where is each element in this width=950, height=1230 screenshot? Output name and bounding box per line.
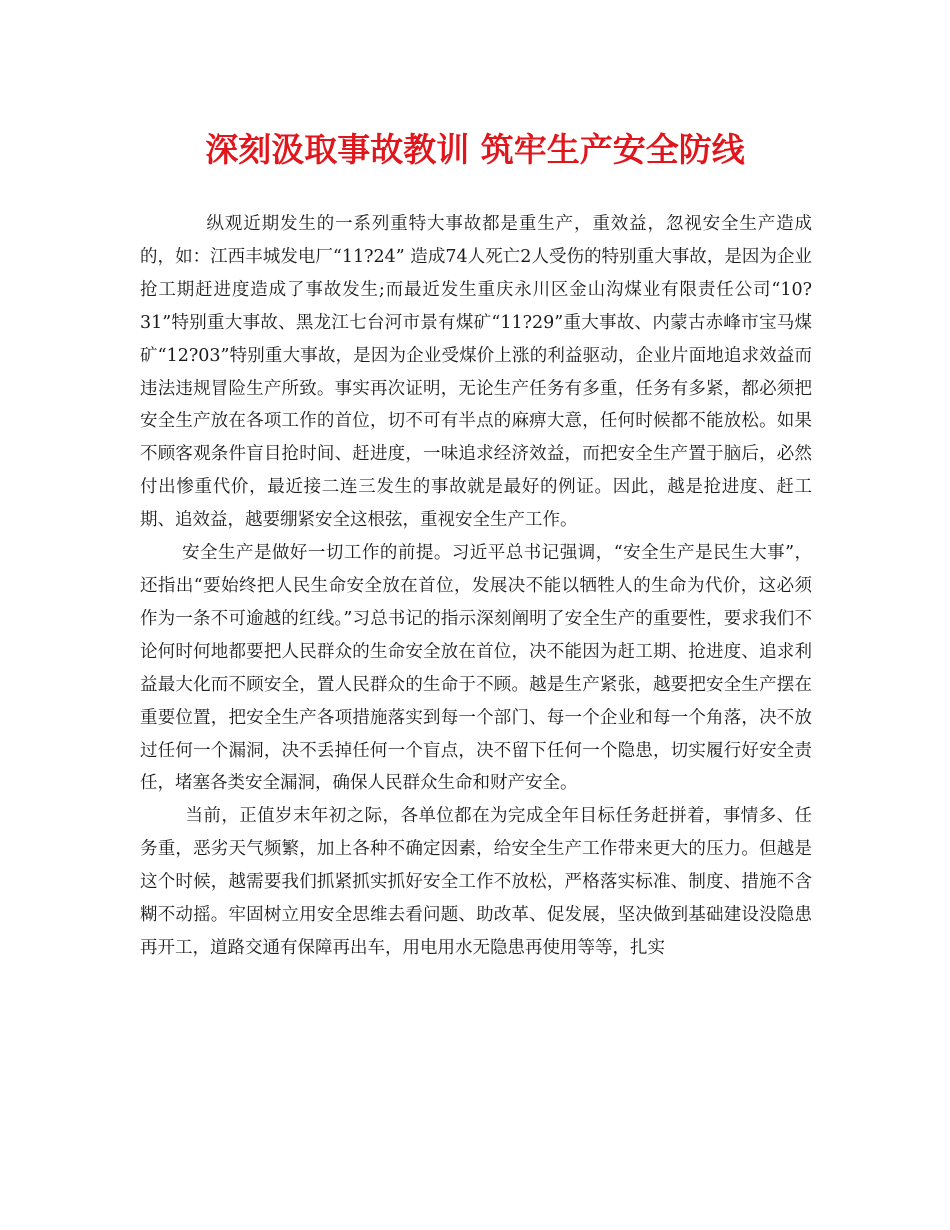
paragraph-3: 当前，正值岁末年初之际，各单位都在为完成全年目标任务赶拼着，事情多、任务重，恶劣天气频繁，加上各种不确定因素，给安全生产工作带来更大的压力。但越是这个时候，越需要我们抓紧抓实抓好安全工作不放松，严格落实标准、制度、措施不含糊不动摇。牢固树立用安全思维去看问题、助改革、促发展，坚决做到基础建设没隐患再开工，道路交通有保障再出车，用电用水无隐患再使用等等，扎实 bbox=[140, 806, 812, 958]
page-title: 深刻汲取事故教训 筑牢生产安全防线 bbox=[205, 130, 745, 169]
paragraph-1: 纵观近期发生的一系列重特大事故都是重生产，重效益，忽视安全生产造成的，如：江西丰城发电厂“11?24” 造成74人死亡2人受伤的特别重大事故，是因为企业抢工期赶进度造成了事故发生;而最近发生重庆永川区金山沟煤业有限责任公司“10?31”特别重大事故、黑龙江七台河市景有煤矿“11?29”重大事故、内蒙古赤峰市宝马煤矿“12?03”特别重大事故，是因为企业受煤价上涨的利益驱动，企业片面地追求效益而违法违规冒险生产所致。事实再次证明，无论生产任务有多重，任务有多紧，都必须把安全生产放在各项工作的首位，切不可有半点的麻痹大意，任何时候都不能放松。如果不顾客观条件盲目抢时间、赶进度，一味追求经济效益，而把安全生产置于脑后，必然付出惨重代价，最近接二连三发生的事故就是最好的例证。因此，越是抢进度、赶工期、追效益，越要绷紧安全这根弦，重视安全生产工作。 bbox=[140, 214, 812, 531]
article-body bbox=[140, 208, 812, 965]
paragraph-2: 安全生产是做好一切工作的前提。习近平总书记强调，“安全生产是民生大事”，还指出“要始终把人民生命安全放在首位，发展决不能以牺牲人的生命为代价，这必须作为一条不可逾越的红线。”习总书记的指示深刻阐明了安全生产的重要性，要求我们不论何时何地都要把人民群众的生命安全放在首位，决不能因为赶工期、抢进度、追求利益最大化而不顾安全，置人民群众的生命于不顾。越是生产紧张，越要把安全生产摆在重要位置，把安全生产各项措施落实到每一个部门、每一个企业和每一个角落，决不放过任何一个漏洞，决不丢掉任何一个盲点，决不留下任何一个隐患，切实履行好安全责任，堵塞各类安全漏洞，确保人民群众生命和财产安全。 bbox=[140, 543, 812, 794]
